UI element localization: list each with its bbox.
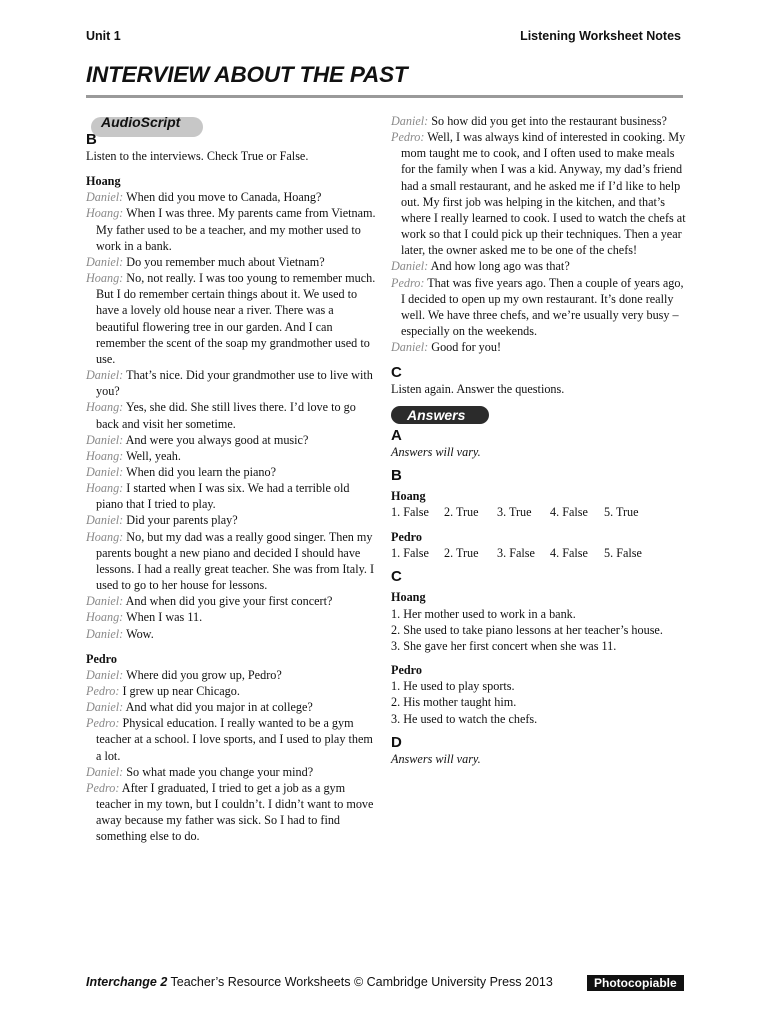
section-c-heading: C [391,364,402,382]
page-title: INTERVIEW ABOUT THE PAST [86,62,408,87]
answer-item: 5. True [604,504,639,519]
dialogue-text: Well, I was always kind of interested in cooking. My mom taught me to cook, and I often used to make meals for the family when I was a kid. Anyway, my dad’s friend had a small restaurant, and he asked me if I’d like to help out. My first job was helping in the kitchen, and that’s where I really learned to cook. I used to watch the chefs at work so that I could pick up their techniques. Then a year later, the owner asked me to be one of the chefs! [401,130,686,258]
answer-item: 1. He used to play sports. [391,679,515,694]
speaker-label: Daniel: [86,464,124,479]
answer-item: 2. True [444,546,479,561]
speaker-label: Hoang: [86,271,124,286]
dialogue-text: That was five years ago. Then a couple of years ago, I decided to open up my own restaurant. It’s done really well. We have three chefs, and we’re usually very busy – especially on the weekends. [401,275,684,339]
dialogue-text: I grew up near Chicago. [122,684,240,698]
speaker-label: Daniel: [86,626,124,641]
dialogue-line [86,764,378,780]
dialogue-text: Did your parents play? [126,513,238,528]
photocopiable-badge: Photocopiable [587,975,684,991]
answer-item: 3. False [497,546,535,561]
speaker-label: Pedro: [86,716,120,731]
answer-item: 1. Her mother used to work in a bank. [391,606,576,621]
dialogue-line [391,113,687,129]
dialogue-line [86,715,378,763]
hoang-dialogue [86,189,378,641]
speaker-label: Hoang: [86,206,124,221]
unit-label: Unit 1 [86,29,121,43]
dialogue-text: So how did you get into the restaurant business? [431,114,667,128]
dialogue-text: So what made you change your mind? [126,764,314,779]
dialogue-line [86,189,378,205]
answer-c-hoang-list [391,606,687,654]
answer-item: 3. True [497,504,532,519]
answer-b-pedro-heading: Pedro [391,530,422,545]
dialogue-line [86,270,378,367]
answer-c-pedro-list [391,678,687,726]
speaker-label: Daniel: [86,254,124,269]
answer-a-text: Answers will vary. [391,444,481,459]
answer-c-hoang-heading: Hoang [391,590,426,605]
speaker-label: Daniel: [86,764,124,779]
speaker-label: Daniel: [86,700,124,715]
dialogue-line [86,667,378,683]
speaker-label: Pedro: [86,684,120,698]
dialogue-line [86,593,378,609]
dialogue-text: And what did you major in at college? [125,700,313,715]
answer-d-text: Answers will vary. [391,751,481,766]
dialogue-line [86,254,378,270]
speaker-label: Daniel: [86,190,124,205]
dialogue-text: Do you remember much about Vietnam? [126,254,325,269]
answer-b-heading: B [391,466,402,484]
audioscript-tab [86,110,378,132]
dialogue-text: No, but my dad was a really good singer. Then my parents bought a new piano and decided I should have lessons. I had a really great teacher. She was from Italy. I used to go to her house for lessons. [96,529,375,593]
speaker-label: Pedro: [86,780,120,795]
speaker-label: Hoang: [86,529,124,544]
speaker-label: Pedro: [391,275,425,290]
dialogue-line [86,367,378,399]
dialogue-text: I started when I was six. We had a terrible old piano that I tried to play. [96,481,350,512]
answer-item: 4. False [550,504,588,519]
answer-item: 3. He used to watch the chefs. [391,711,538,726]
dialogue-line [391,258,687,274]
dialogue-line [86,464,378,480]
dialogue-text: After I graduated, I tried to get a job as a gym teacher in my town, but I couldn’t. I didn’t want to move away because my father was sick. So I had to find something else to do. [96,780,374,844]
dialogue-line [391,339,687,355]
pedro-dialogue [86,667,378,845]
answer-item: 4. False [550,546,588,561]
dialogue-line [86,609,378,625]
speaker-label: Hoang: [86,448,124,463]
dialogue-text: Wow. [126,626,154,641]
footer-credit [86,975,553,989]
speaker-label: Hoang: [86,610,124,625]
hoang-heading: Hoang [86,174,121,189]
right-column [391,113,687,767]
dialogue-text: When did you learn the piano? [126,464,276,479]
footer-copyright: Teacher’s Resource Worksheets © Cambridge University Press 2013 [167,975,553,989]
dialogue-line [391,275,687,340]
answer-item: 5. False [604,546,642,561]
speaker-label: Pedro: [391,130,425,145]
answer-item: 2. True [444,504,479,519]
answer-c-heading: C [391,568,402,586]
dialogue-text: Physical education. I really wanted to be a gym teacher at a school. I love sports, and I used to play them a lot. [96,716,373,763]
dialogue-line [86,480,378,512]
answer-item: 1. False [391,546,429,561]
dialogue-line [86,205,378,253]
speaker-label: Daniel: [391,340,429,355]
dialogue-text: When I was 11. [126,610,203,625]
dialogue-line [86,626,378,642]
answer-b-hoang-heading: Hoang [391,488,426,503]
audioscript-label: AudioScript [101,114,181,130]
speaker-label: Daniel: [391,114,429,128]
dialogue-text: When I was three. My parents came from Vietnam. My father used to be a teacher, and my mother used to work in a bank. [96,206,376,253]
dialogue-text: Well, yeah. [126,448,181,463]
dialogue-line [86,699,378,715]
dialogue-text: No, not really. I was too young to remember much. But I do remember certain things about it. We used to have a lovely old house near a river. There was a beautiful flowering tree in our garden. And I can remember the scent of the soap my grandmother used to use. [96,271,376,366]
speaker-label: Hoang: [86,481,124,496]
speaker-label: Daniel: [86,667,124,682]
dialogue-line [86,448,378,464]
dialogue-text: Where did you grow up, Pedro? [126,667,282,682]
pedro-heading: Pedro [86,651,117,666]
answer-c-pedro-heading: Pedro [391,663,422,678]
dialogue-text: When did you move to Canada, Hoang? [126,190,322,205]
dialogue-line [86,683,378,699]
answer-item: 3. She gave her first concert when she was 11. [391,638,617,653]
title-divider [86,95,683,98]
section-c-instruction: Listen again. Answer the questions. [391,382,565,397]
speaker-label: Daniel: [391,259,429,274]
dialogue-text: And when did you give your first concert? [125,594,333,609]
answer-b-hoang-row [391,504,687,520]
left-column [86,110,378,845]
answers-tab: Answers [391,406,489,424]
speaker-label: Daniel: [86,594,124,609]
speaker-label: Daniel: [86,432,124,447]
speaker-label: Daniel: [86,513,124,528]
answer-item: 1. False [391,504,429,519]
footer-book-title: Interchange 2 [86,975,168,989]
dialogue-line [86,780,378,845]
worksheet-notes-label: Listening Worksheet Notes [520,29,681,43]
speaker-label: Hoang: [86,400,124,415]
answer-b-pedro-row [391,545,687,561]
dialogue-text: And how long ago was that? [430,259,570,274]
answer-d-heading: D [391,733,402,751]
speaker-label: Daniel: [86,368,124,383]
dialogue-text: Good for you! [431,340,502,355]
dialogue-text: And were you always good at music? [125,432,309,447]
dialogue-line [86,432,378,448]
answer-a-heading: A [391,426,402,444]
dialogue-line [86,399,378,431]
answer-item: 2. She used to take piano lessons at her teacher’s house. [391,622,663,637]
dialogue-line [86,512,378,528]
dialogue-line [86,529,378,594]
dialogue-line [391,129,687,258]
dialogue-text: That’s nice. Did your grandmother use to live with you? [96,368,373,399]
dialogue-text: Yes, she did. She still lives there. I’d love to go back and visit her sometime. [96,400,356,431]
answer-item: 2. His mother taught him. [391,695,517,710]
section-b-instruction: Listen to the interviews. Check True or False. [86,149,309,163]
pedro-dialogue-continued [391,113,687,355]
section-b-heading: B [86,131,97,148]
